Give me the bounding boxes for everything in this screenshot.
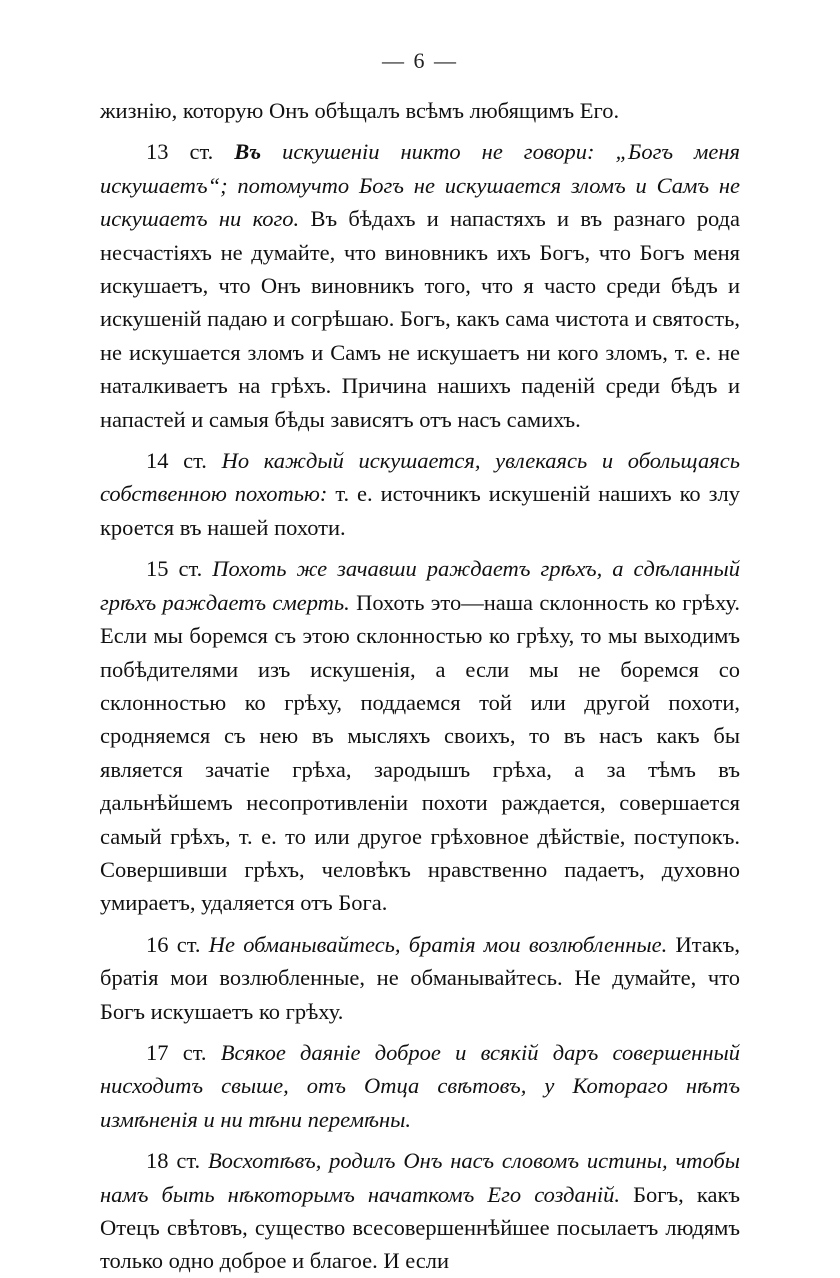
body-text <box>100 94 740 1278</box>
verse-quote: Восхотѣвъ, родилъ Онъ насъ словомъ истины, чтобы намъ быть нѣкоторымъ начаткомъ Его созданій. <box>100 1148 740 1207</box>
verse-quote-text: искушеніи никто не говори: „Богъ меня искушаетъ“; потомучто Богъ не искушается зломъ и Самъ не искушаетъ ни кого. <box>100 139 740 232</box>
intro-line: жизнію, которую Онъ обѣщалъ всѣмъ любящимъ Его. <box>100 98 620 123</box>
verse-number: 17 ст. <box>146 1039 207 1065</box>
verse-15 <box>100 552 740 919</box>
verse-number: 18 ст. <box>146 1148 201 1174</box>
page-number: — 6 — <box>382 48 458 73</box>
verse-quote-bold: Въ <box>234 139 262 165</box>
verse-comment: Итакъ, братія мои возлюбленные, не обманывайтесь. Не думайте, что Богъ искушаетъ ко грѣху. <box>100 931 741 1024</box>
verse-number: 16 ст. <box>146 931 201 957</box>
verse-comment: Въ бѣдахъ и напастяхъ и въ разнаго рода несчастіяхъ не думайте, что виновникъ ихъ Богъ, что Богъ меня искушаетъ, что Онъ виновникъ того, что я часто среди бѣдъ и искушеній падаю и согрѣшаю. Богъ, какъ сама чистота и святость, не искушается зломъ и Самъ не искушаетъ ни кого зломъ, т. е. не наталкиваетъ на грѣхъ. Причина нашихъ паденій среди бѣдъ и напастей и самыя бѣды зависятъ отъ насъ самихъ. <box>100 206 740 432</box>
verse-quote: Но каждый искушается, увлекаясь и обольщаясь собственною похотью: <box>100 448 740 507</box>
verse-number: 15 ст. <box>146 556 203 582</box>
verse-13 <box>100 135 740 436</box>
verse-17 <box>100 1036 740 1136</box>
verse-quote: Не обманывайтесь, братія мои возлюбленные. <box>208 931 668 957</box>
verse-14 <box>100 444 740 544</box>
verse-quote: Всякое даяніе доброе и всякій даръ совершенный нисходитъ свыше, отъ Отца свѣтовъ, у Котораго нѣтъ измѣненія и ни тѣни перемѣны. <box>100 1039 740 1132</box>
verse-18 <box>100 1144 740 1278</box>
verse-comment: Похоть это—наша склонность ко грѣху. Если мы боремся съ этою склонностью ко грѣху, то мы выходимъ побѣдителями изъ искушенія, а если мы не боремся со склонностью ко грѣху, поддаемся той или другой похоти, сродняемся съ нею въ мысляхъ своихъ, то въ насъ какъ бы является зачатіе грѣха, зародышъ грѣха, а за тѣмъ въ дальнѣйшемъ несопротивленіи похоти раждается, совершается самый грѣхъ, т. е. то или другое грѣховное дѣйствіе, поступокъ. Совершивши грѣхъ, человѣкъ нравственно падаетъ, духовно умираетъ, удаляется отъ Бога. <box>100 589 741 916</box>
verse-comment: Богъ, какъ Отецъ свѣтовъ, существо всесовершеннѣйшее посылаетъ людямъ только одно доброе и благое. И если <box>100 1181 741 1274</box>
verse-16 <box>100 928 740 1028</box>
verse-quote: Похоть же зачавши раждаетъ грѣхъ, а сдѣланный грѣхъ раждаетъ смерть. <box>100 556 740 615</box>
verse-number: 13 ст. <box>146 139 214 165</box>
verse-comment: т. е. источникъ искушеній нашихъ ко злу кроется въ нашей похоти. <box>100 481 741 540</box>
verse-number: 14 ст. <box>146 448 207 474</box>
